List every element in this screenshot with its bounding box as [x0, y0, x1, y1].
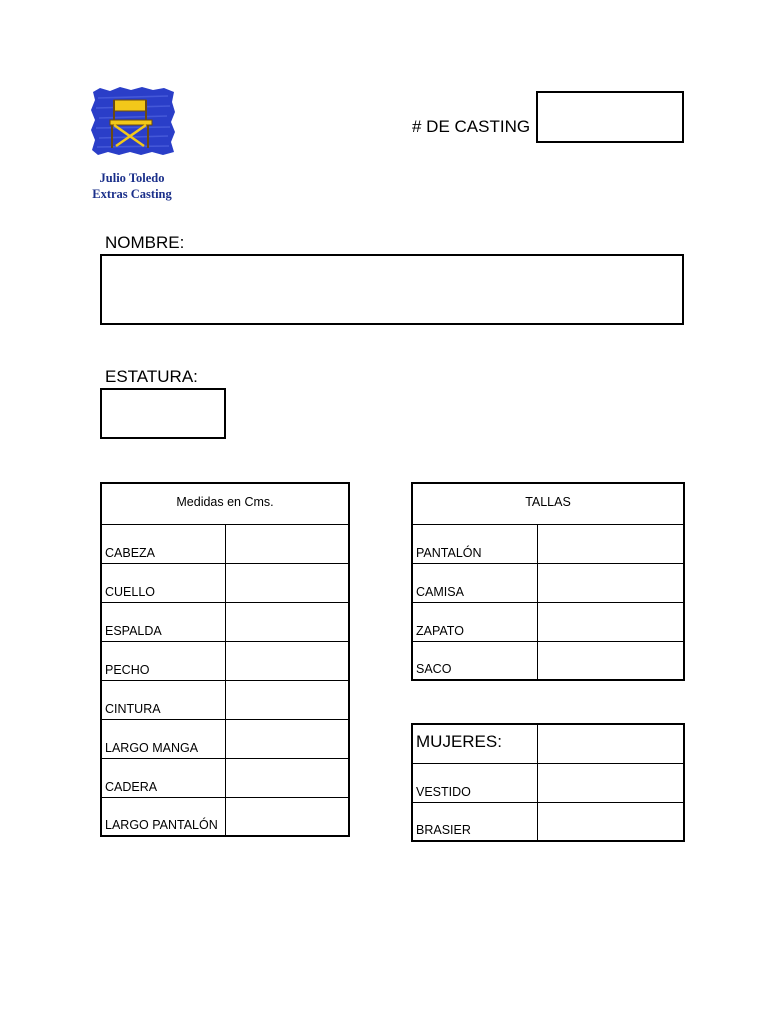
talla-label: CAMISA [412, 563, 537, 602]
estatura-field[interactable] [100, 388, 226, 439]
mujeres-label: VESTIDO [412, 763, 537, 802]
nombre-field[interactable] [100, 254, 684, 325]
medida-label: CINTURA [101, 680, 225, 719]
talla-label: ZAPATO [412, 602, 537, 641]
table-row [412, 802, 684, 841]
mujeres-label: BRASIER [412, 802, 537, 841]
medida-value-field[interactable] [225, 602, 349, 641]
table-row [101, 680, 349, 719]
medida-label: PECHO [101, 641, 225, 680]
medida-value-field[interactable] [225, 797, 349, 836]
medida-value-field[interactable] [225, 641, 349, 680]
tallas-table [411, 482, 685, 681]
talla-value-field[interactable] [537, 524, 684, 563]
logo [90, 86, 176, 156]
medida-label: CABEZA [101, 524, 225, 563]
table-row [412, 524, 684, 563]
tallas-title: TALLAS [412, 483, 684, 524]
medida-label: ESPALDA [101, 602, 225, 641]
medidas-title: Medidas en Cms. [101, 483, 349, 524]
table-row [412, 763, 684, 802]
medida-value-field[interactable] [225, 524, 349, 563]
estatura-label: ESTATURA: [105, 367, 198, 386]
table-row [412, 724, 684, 763]
logo-caption-line2: Extras Casting [92, 187, 172, 201]
talla-label: PANTALÓN [412, 524, 537, 563]
talla-value-field[interactable] [537, 563, 684, 602]
medida-label: CUELLO [101, 563, 225, 602]
table-row [101, 758, 349, 797]
table-row [101, 797, 349, 836]
table-row [101, 563, 349, 602]
medida-value-field[interactable] [225, 563, 349, 602]
table-row [412, 641, 684, 680]
table-row [101, 524, 349, 563]
directors-chair-icon [90, 86, 176, 156]
table-row [101, 719, 349, 758]
talla-value-field[interactable] [537, 641, 684, 680]
casting-number-field[interactable] [536, 91, 684, 143]
talla-label: SACO [412, 641, 537, 680]
casting-label: # DE CASTING [412, 117, 531, 136]
table-row [101, 641, 349, 680]
medidas-table [100, 482, 350, 837]
mujeres-value-field[interactable] [537, 724, 684, 763]
mujeres-title: MUJERES: [412, 724, 537, 763]
nombre-label: NOMBRE: [105, 233, 185, 252]
medida-label: LARGO PANTALÓN [101, 797, 225, 836]
table-row [412, 602, 684, 641]
medida-value-field[interactable] [225, 719, 349, 758]
medida-label: CADERA [101, 758, 225, 797]
mujeres-value-field[interactable] [537, 763, 684, 802]
mujeres-value-field[interactable] [537, 802, 684, 841]
logo-caption [78, 170, 186, 202]
medida-value-field[interactable] [225, 680, 349, 719]
medida-label: LARGO MANGA [101, 719, 225, 758]
talla-value-field[interactable] [537, 602, 684, 641]
table-row [412, 563, 684, 602]
table-row [101, 602, 349, 641]
logo-caption-line1: Julio Toledo [99, 171, 165, 185]
medida-value-field[interactable] [225, 758, 349, 797]
mujeres-table [411, 723, 685, 842]
